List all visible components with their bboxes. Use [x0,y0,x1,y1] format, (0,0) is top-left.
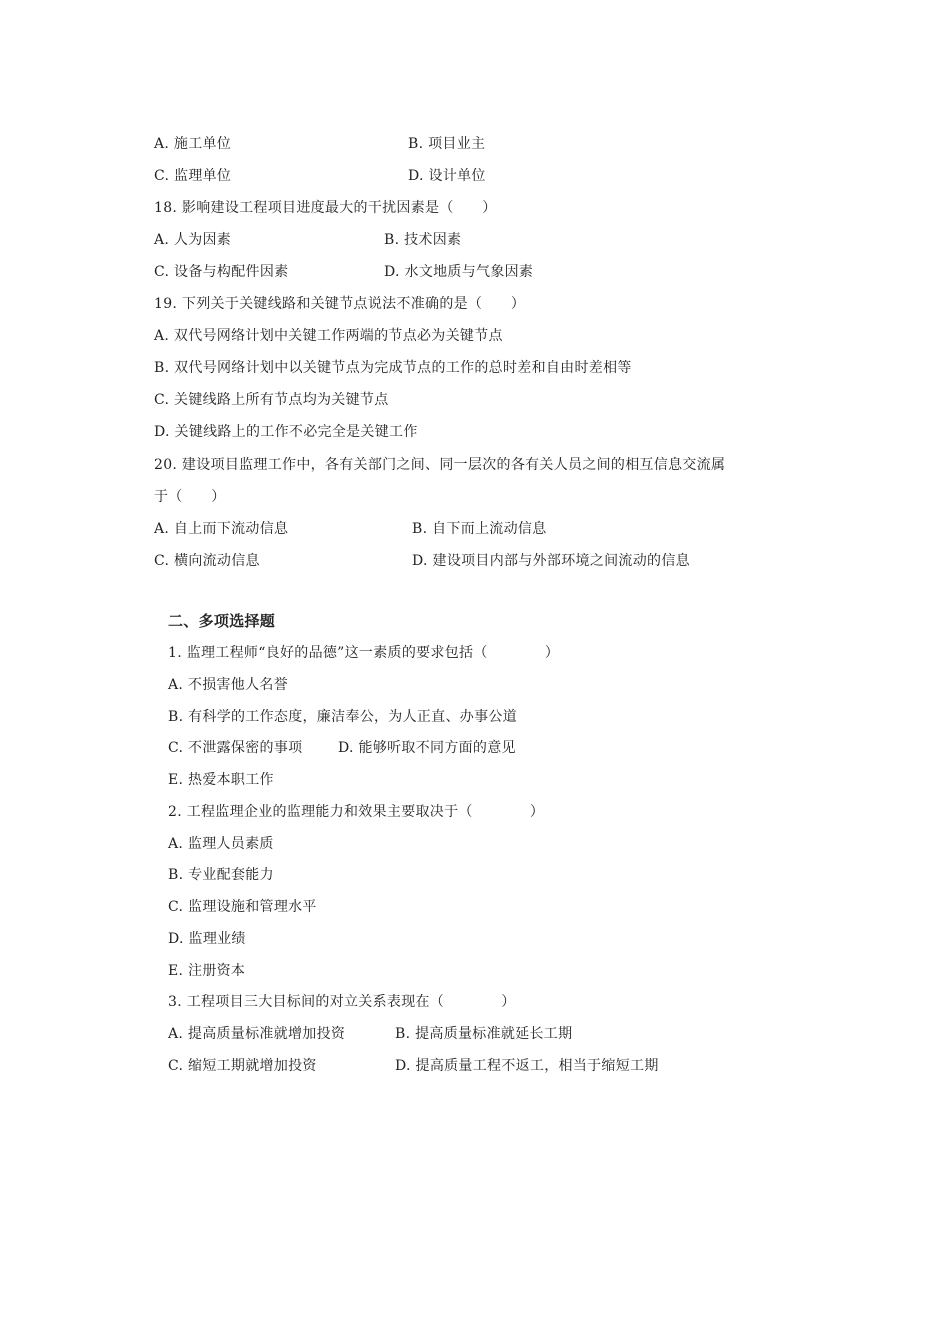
s2-q2-option-e: E. 注册资本 [168,963,246,979]
q20-option-b: B. 自下而上流动信息 [412,521,547,537]
s2-q3-option-a: A. 提高质量标准就增加投资 [168,1026,346,1042]
q17-options-row2 [154,167,486,185]
q20-option-c: C. 横向流动信息 [154,553,260,569]
q18-option-a: A. 人为因素 [154,232,232,248]
q20-stem-line2: 于（ ） [154,489,226,505]
q19-stem: 19. 下列关于关键线路和关键节点说法不准确的是（ ） [154,296,526,312]
q20-option-a: A. 自上而下流动信息 [154,521,289,537]
s2-q1-option-b: B. 有科学的工作态度，廉洁奉公，为人正直、办事公道 [168,709,517,725]
s2-q2-option-d: D. 监理业绩 [168,931,246,947]
s2-q2-stem: 2. 工程监理企业的监理能力和效果主要取决于（ ） [168,804,545,820]
s2-q1-options-row-cd [168,739,516,757]
s2-q3-stem: 3. 工程项目三大目标间的对立关系表现在（ ） [168,994,516,1010]
q17-option-c: C. 监理单位 [154,168,232,184]
s2-q3-option-c: C. 缩短工期就增加投资 [168,1058,317,1074]
s2-q3-option-b: B. 提高质量标准就延长工期 [395,1026,573,1042]
q20-options-row2 [154,552,690,570]
q17-options-row1 [154,135,486,153]
s2-q3-option-d: D. 提高质量工程不返工，相当于缩短工期 [395,1058,659,1074]
s2-q2-option-b: B. 专业配套能力 [168,867,274,883]
q17-option-a: A. 施工单位 [154,136,232,152]
q20-options-row1 [154,520,547,538]
s2-q2-option-c: C. 监理设施和管理水平 [168,899,317,915]
q18-option-d: D. 水文地质与气象因素 [384,264,534,280]
s2-q1-stem: 1. 监理工程师“良好的品德”这一素质的要求包括（ ） [168,645,560,661]
s2-q3-options-row1 [168,1025,573,1043]
s2-q2-option-a: A. 监理人员素质 [168,836,274,852]
s2-q1-option-c: C. 不泄露保密的事项 [168,740,303,756]
q18-option-c: C. 设备与构配件因素 [154,264,289,280]
q18-option-b: B. 技术因素 [384,232,462,248]
q18-stem: 18. 影响建设工程项目进度最大的干扰因素是（ ） [154,200,497,216]
s2-q1-option-e: E. 热爱本职工作 [168,772,274,788]
s2-q3-options-row2 [168,1057,659,1075]
q19-option-d: D. 关键线路上的工作不必完全是关键工作 [154,424,418,440]
section2-title: 二、多项选择题 [168,612,276,630]
q20-stem-line1: 20. 建设项目监理工作中，各有关部门之间、同一层次的各有关人员之间的相互信息交流属 [154,457,726,473]
q17-option-b: B. 项目业主 [408,136,486,152]
q18-options-row2 [154,263,534,281]
s2-q1-option-a: A. 不损害他人名誉 [168,677,289,693]
q19-option-b: B. 双代号网络计划中以关键节点为完成节点的工作的总时差和自由时差相等 [154,360,632,376]
q17-option-d: D. 设计单位 [408,168,486,184]
q19-option-a: A. 双代号网络计划中关键工作两端的节点必为关键节点 [154,328,503,344]
s2-q1-option-d: D. 能够听取不同方面的意见 [338,740,516,756]
q20-option-d: D. 建设项目内部与外部环境之间流动的信息 [412,553,690,569]
q18-options-row1 [154,231,462,249]
q19-option-c: C. 关键线路上所有节点均为关键节点 [154,392,389,408]
